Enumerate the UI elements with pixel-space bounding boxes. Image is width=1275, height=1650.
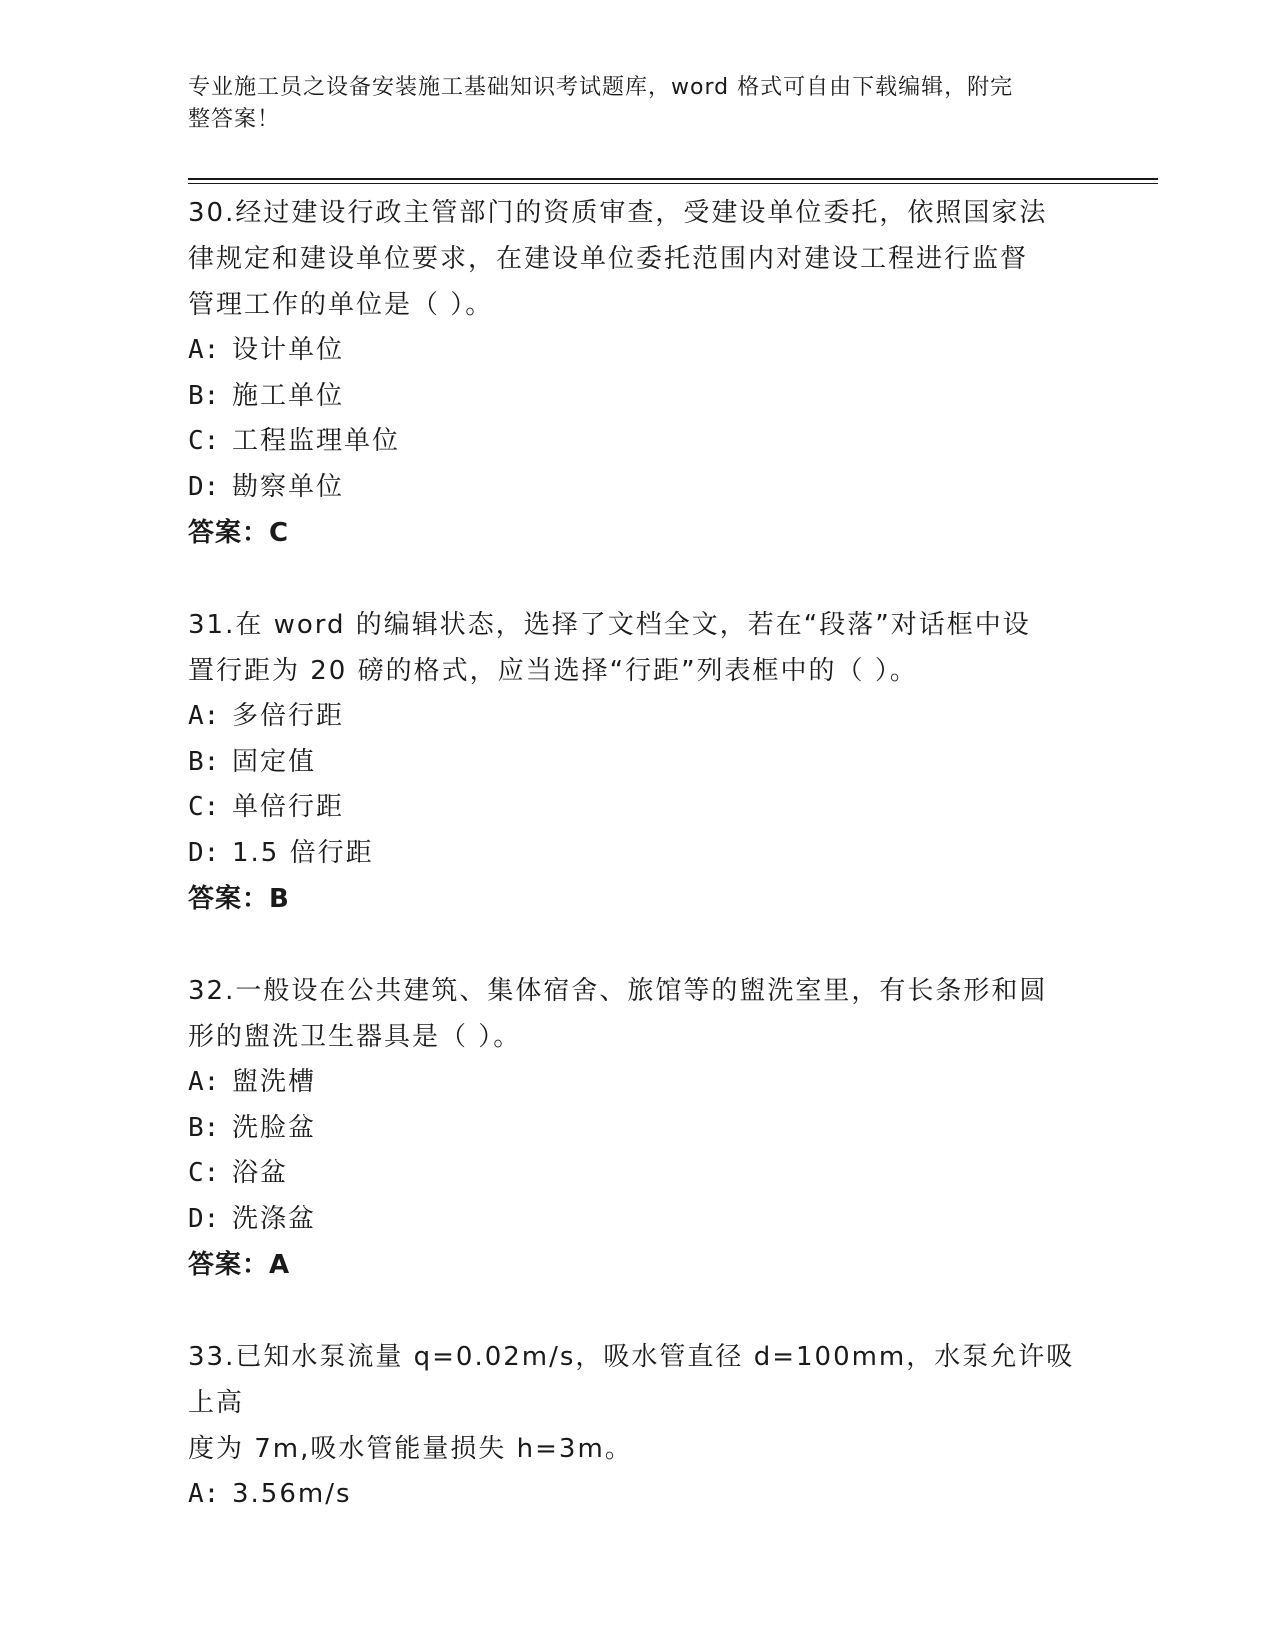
header-divider-thick	[188, 178, 1158, 180]
option-text: 单倍行距	[232, 792, 345, 822]
header-line-2: 整答案！	[188, 107, 281, 132]
option-text: 设计单位	[232, 335, 345, 365]
answer-line: 答案：C	[188, 518, 290, 548]
question-text-line: 32.一般设在公共建筑、集体宿舍、旅馆等的盥洗室里，有长条形和圆	[188, 976, 1048, 1006]
option-text: 浴盆	[232, 1158, 289, 1188]
option-key: C:	[188, 1158, 220, 1188]
option-key: D:	[188, 1203, 220, 1234]
option-a	[188, 1060, 1088, 1106]
option-c	[188, 419, 1088, 465]
question-30	[188, 190, 1088, 556]
option-b	[188, 740, 1088, 786]
option-key: A:	[188, 335, 220, 365]
question-text-line: 33.已知水泵流量 q=0.02m/s，吸水管直径 d=100mm，水泵允许吸上高	[188, 1342, 1075, 1418]
question-text-line: 31.在 word 的编辑状态，选择了文档全文，若在“段落”对话框中设	[188, 610, 1031, 640]
option-a	[188, 1472, 1088, 1518]
option-text: 洗涤盆	[232, 1203, 317, 1234]
question-list	[188, 190, 1088, 1564]
option-key: A:	[188, 1479, 220, 1509]
question-31	[188, 602, 1088, 922]
option-text: 固定值	[232, 746, 317, 777]
document-header	[188, 72, 1068, 136]
option-key: B:	[188, 746, 220, 777]
option-d	[188, 1197, 1088, 1243]
option-text: 盥洗槽	[232, 1067, 317, 1097]
option-key: A:	[188, 701, 220, 731]
question-text-line: 律规定和建设单位要求，在建设单位委托范围内对建设工程进行监督	[188, 244, 1029, 274]
question-text-line: 30.经过建设行政主管部门的资质审查，受建设单位委托，依照国家法	[188, 198, 1048, 228]
header-divider-thin	[188, 183, 1158, 184]
option-text: 施工单位	[232, 380, 345, 411]
option-c	[188, 1151, 1088, 1197]
option-key: B:	[188, 380, 220, 411]
option-key: C:	[188, 792, 220, 822]
option-key: D:	[188, 471, 220, 502]
option-d	[188, 465, 1088, 511]
option-c	[188, 785, 1088, 831]
answer-line: 答案：A	[188, 1250, 291, 1280]
option-text: 工程监理单位	[232, 426, 401, 456]
option-key: C:	[188, 426, 220, 456]
header-line-1: 专业施工员之设备安装施工基础知识考试题库，word 格式可自由下载编辑，附完	[188, 75, 1014, 100]
option-text: 1.5 倍行距	[232, 837, 374, 868]
question-33	[188, 1334, 1088, 1518]
question-text-line: 度为 7m,吸水管能量损失 h=3m。	[188, 1434, 633, 1464]
option-d	[188, 831, 1088, 877]
option-text: 洗脸盆	[232, 1112, 317, 1143]
option-text: 勘察单位	[232, 471, 345, 502]
question-text-line: 管理工作的单位是（ ）。	[188, 290, 494, 320]
question-text-line: 形的盥洗卫生器具是（ ）。	[188, 1022, 522, 1052]
option-b	[188, 1106, 1088, 1152]
answer-line: 答案：B	[188, 884, 290, 914]
option-key: D:	[188, 837, 220, 868]
option-key: A:	[188, 1067, 220, 1097]
option-text: 3.56m/s	[232, 1479, 352, 1509]
option-a	[188, 694, 1088, 740]
option-key: B:	[188, 1112, 220, 1143]
option-text: 多倍行距	[232, 701, 345, 731]
question-text-line: 置行距为 20 磅的格式，应当选择“行距”列表框中的（ ）。	[188, 656, 918, 686]
question-32	[188, 968, 1088, 1288]
option-b	[188, 374, 1088, 420]
option-a	[188, 328, 1088, 374]
